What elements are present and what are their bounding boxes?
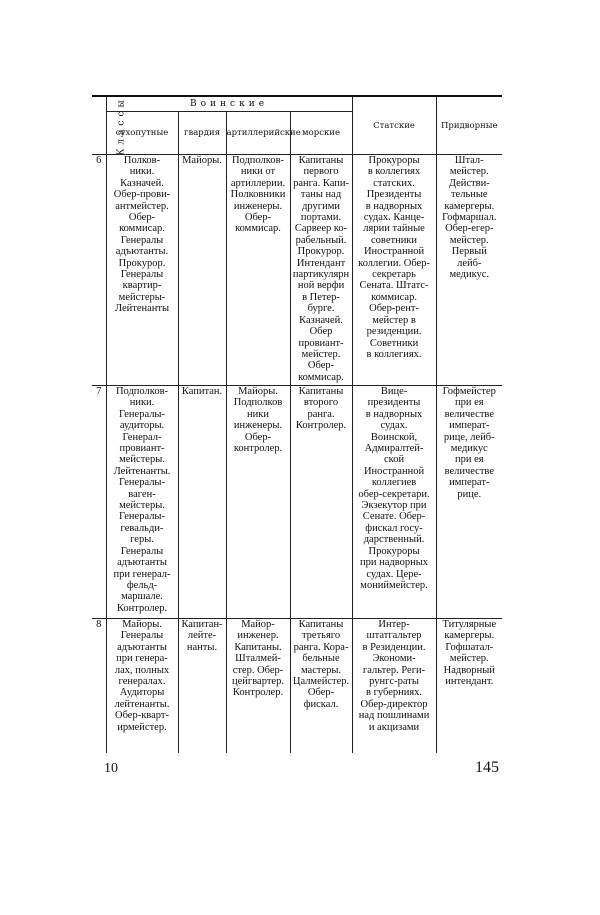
court-header: Придворные [436,96,502,155]
civil-cell: Вице- президенты в надворных судах. Воинской, Адмиралтей- ской Иностранной коллегиев обер-секретари. Экзекутор при Сенате. Обер- фискал госу- дарственный. Прокуроры при надворных судах. Цере- мониймейстер. [352,386,436,619]
military-header: Воинские [106,96,352,112]
guard-header: гвардия [178,112,226,155]
class-number: 6 [92,155,106,386]
header-row-top [92,96,502,112]
footer-left-number: 10 [104,761,118,776]
table-row [92,386,502,619]
rank-table [92,95,502,753]
page-number: 145 [475,759,499,776]
court-cell: Гофмейстер при ея величестве императ- рице, лейб- медикус при ея величестве императ- рице. [436,386,502,619]
court-cell: Штал- мейстер. Действи- тельные камергеры. Гофмаршал. Обер-егер- мейстер. Первый лейб- медикус. [436,155,502,386]
civil-cell: Интер- штатгальтер в Резиденции. Экономи- гальтер. Реги- рунгс-раты в губерниях. Обер-директор над пошлинами и акцизами [352,619,436,753]
court-cell: Титулярные камергеры. Гофшатал- мейстер. Надворный интендант. [436,619,502,753]
classes-label: Классы [116,95,127,156]
land-cell: Подполков- ники. Генералы- аудиторы. Генерал- провиант- мейстеры. Лейтенанты. Генералы- ваген- мейстеры. Генералы- гевальди- геры. Генералы адъютанты при генерал- фельд- маршале. Контролер. [106,386,178,619]
navy-cell: Капитаны третьяго ранга. Кора- бельные мастеры. Цалмейстер. Обер- фискал. [290,619,352,753]
guard-cell: Майоры. [178,155,226,386]
artillery-cell: Подполков- ники от артиллерии. Полковники инженеры. Обер- коммисар. [226,155,290,386]
land-cell: Майоры. Генералы адъютанты при генера- лах, полных генералах. Аудиторы лейтенанты. Обер-кварт- ирмейстер. [106,619,178,753]
land-header: сухопутные [106,112,178,155]
civil-cell: Прокуроры в коллегиях статских. Президенты в надворных судах. Канце- лярии тайные советники Иностранной коллегии. Обер- секретарь Сената. Штатс- коммисар. Обер-рент- мейстер в резиденции. Советники в коллегиях. [352,155,436,386]
class-number: 7 [92,386,106,619]
guard-cell: Капитан- лейте- нанты. [178,619,226,753]
class-number: 8 [92,619,106,753]
guard-cell: Капитан. [178,386,226,619]
table-row [92,619,502,753]
classes-header [92,95,127,156]
navy-cell: Капитаны второго ранга. Контролер. [290,386,352,619]
land-cell: Полков- ники. Казначей. Обер-прови- антмейстер. Обер- коммисар. Генералы адъютанты. Прокурор. Генералы квартир- мейстеры- Лейтенанты [106,155,178,386]
navy-header: морские [290,112,352,155]
table-row [92,155,502,386]
artillery-header: артиллерийские [226,112,290,155]
artillery-cell: Майор- инженер. Капитаны. Шталмей- стер. Обер- цейгвартер. Контролер. [226,619,290,753]
artillery-cell: Майоры. Подполков ники инженеры. Обер- контролер. [226,386,290,619]
civil-header: Статские [352,96,436,155]
navy-cell: Капитаны первого ранга. Капи- таны над другими портами. Сарвеер ко- рабельный. Прокурор. Интендант партикулярн ной верфи в Петер- бурге. Казначей. Обер провиант- мейстер. Обер- коммисар. [290,155,352,386]
